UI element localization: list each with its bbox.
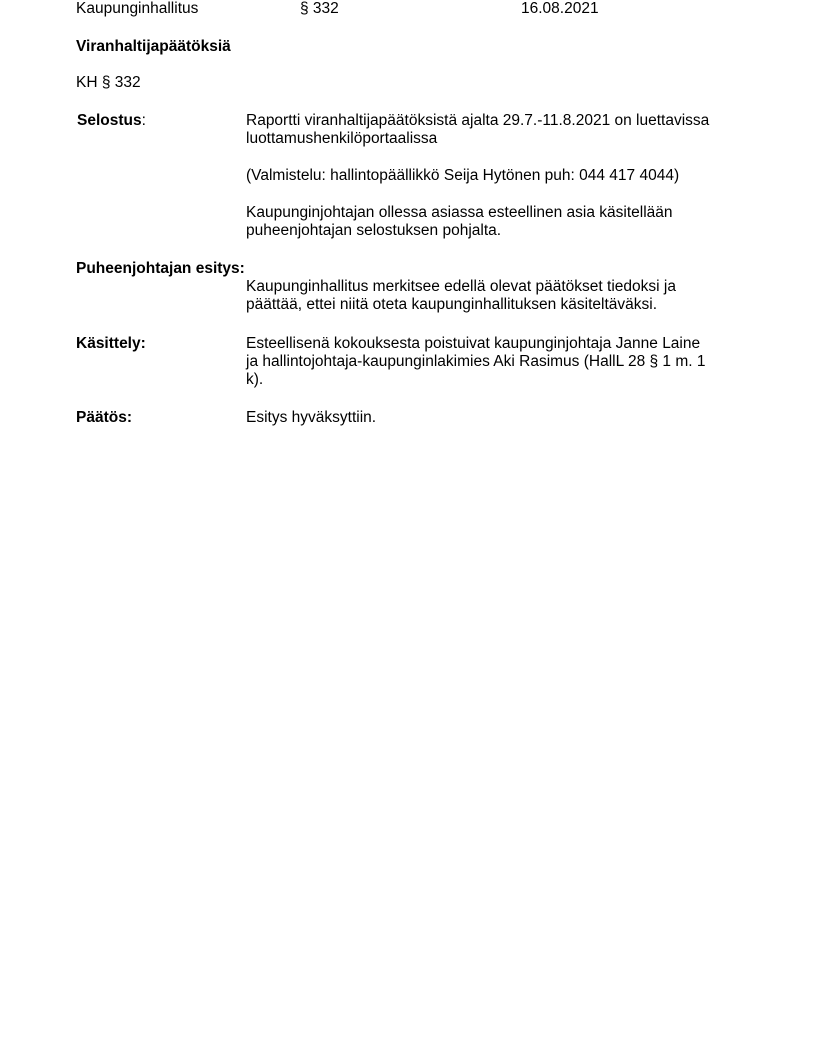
header-committee: Kaupunginhallitus [76, 0, 199, 17]
paatos-text: Esitys hyväksyttiin. [246, 409, 377, 426]
selostus-heading [77, 112, 146, 130]
selostus-paragraph-2 [246, 167, 746, 185]
selostus-p1-line-2: luottamushenkilöportaalissa [246, 130, 438, 147]
esitys-text [246, 278, 746, 314]
selostus-p3-line-2: puheenjohtajan selostuksen pohjalta. [246, 222, 502, 239]
selostus-paragraph-3 [246, 204, 746, 240]
document-reference: KH § 332 [76, 74, 141, 91]
selostus-p2-line-1: (Valmistelu: hallintopäällikkö Seija Hytönen puh: 044 417 4044) [246, 167, 680, 184]
esitys-line-1: Kaupunginhallitus merkitsee edellä olevat päätökset tiedoksi ja [246, 278, 676, 295]
document-title: Viranhaltijapäätöksiä [76, 38, 231, 55]
esitys-label: Puheenjohtajan esitys: [76, 260, 245, 277]
paatos-label: Päätös: [76, 409, 132, 426]
kasittely-text [246, 335, 746, 389]
header-section: § 332 [300, 0, 339, 17]
selostus-colon: : [141, 112, 146, 129]
kasittely-line-1: Esteellisenä kokouksesta poistuivat kaupunginjohtaja Janne Laine [246, 335, 701, 352]
esitys-line-2: päättää, ettei niitä oteta kaupunginhallituksen käsiteltäväksi. [246, 296, 658, 313]
kasittely-line-2: ja hallintojohtaja-kaupunginlakimies Aki Rasimus (HallL 28 § 1 m. 1 [246, 353, 706, 370]
selostus-p1-line-1: Raportti viranhaltijapäätöksistä ajalta 29.7.-11.8.2021 on luettavissa [246, 112, 710, 129]
header-date: 16.08.2021 [521, 0, 599, 17]
selostus-paragraph-1 [246, 112, 746, 148]
kasittely-label: Käsittely: [76, 335, 146, 352]
kasittely-line-3: k). [246, 371, 264, 388]
selostus-label: Selostus [77, 112, 142, 129]
selostus-p3-line-1: Kaupunginjohtajan ollessa asiassa esteellinen asia käsitellään [246, 204, 673, 221]
